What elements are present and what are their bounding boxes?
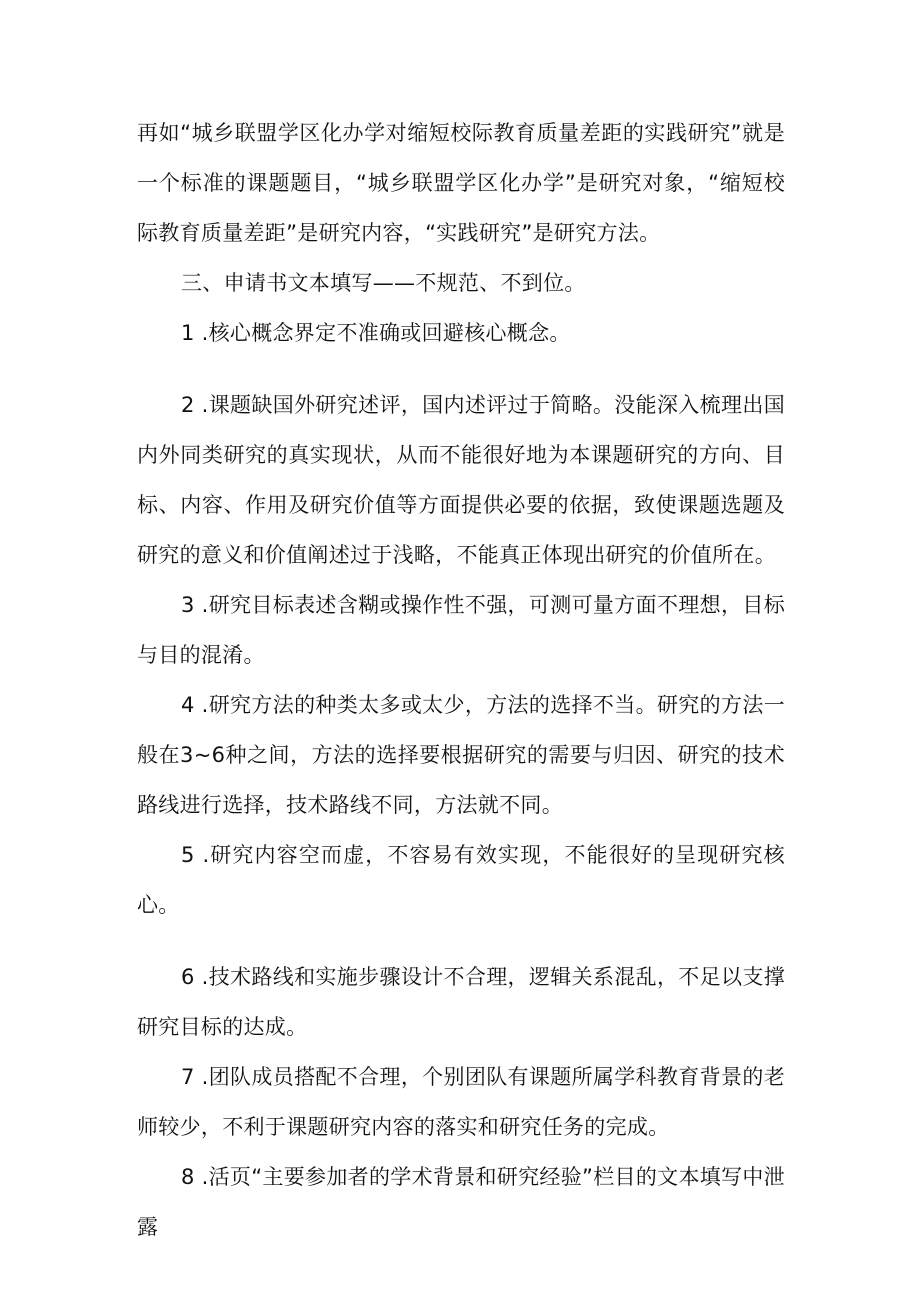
paragraph-item-8: 8 .活页“主要参加者的学术背景和研究经验”栏目的文本填写中泄露 <box>137 1165 785 1239</box>
paragraph-section-three-heading: 三、申请书文本填写——不规范、不到位。 <box>181 271 586 295</box>
paragraph-item-1: 1 .核心概念界定不准确或回避核心概念。 <box>181 321 571 345</box>
paragraph-item-5: 5 .研究内容空而虚，不容易有效实现，不能很好的呈现研究核心。 <box>137 843 785 917</box>
paragraph-item-2: 2 .课题缺国外研究述评，国内述评过于简略。没能深入梳理出国内外同类研究的真实现状，从而不能很好地为本课题研究的方向、目标、内容、作用及研究价值等方面提供必要的依据，致使课题选题及研究的意义和价值阐述过于浅略，不能真正体现出研究的价值所在。 <box>137 393 785 567</box>
paragraph-example-title: 再如“城乡联盟学区化办学对缩短校际教育质量差距的实践研究”就是一个标准的课题题目，“城乡联盟学区化办学”是研究对象，“缩短校际教育质量差距”是研究内容，“实践研究”是研究方法。 <box>137 121 785 245</box>
document-body <box>137 108 785 1252</box>
paragraph-item-7: 7 .团队成员搭配不合理，个别团队有课题所属学科教育背景的老师较少，不利于课题研究内容的落实和研究任务的完成。 <box>137 1065 785 1139</box>
paragraph-item-4: 4 .研究方法的种类太多或太少，方法的选择不当。研究的方法一般在3~6种之间，方法的选择要根据研究的需要与归因、研究的技术路线进行选择，技术路线不同，方法就不同。 <box>137 693 785 817</box>
paragraph-item-6: 6 .技术路线和实施步骤设计不合理，逻辑关系混乱，不足以支撑研究目标的达成。 <box>137 965 785 1039</box>
paragraph-item-3: 3 .研究目标表述含糊或操作性不强，可测可量方面不理想，目标与目的混淆。 <box>137 593 785 667</box>
